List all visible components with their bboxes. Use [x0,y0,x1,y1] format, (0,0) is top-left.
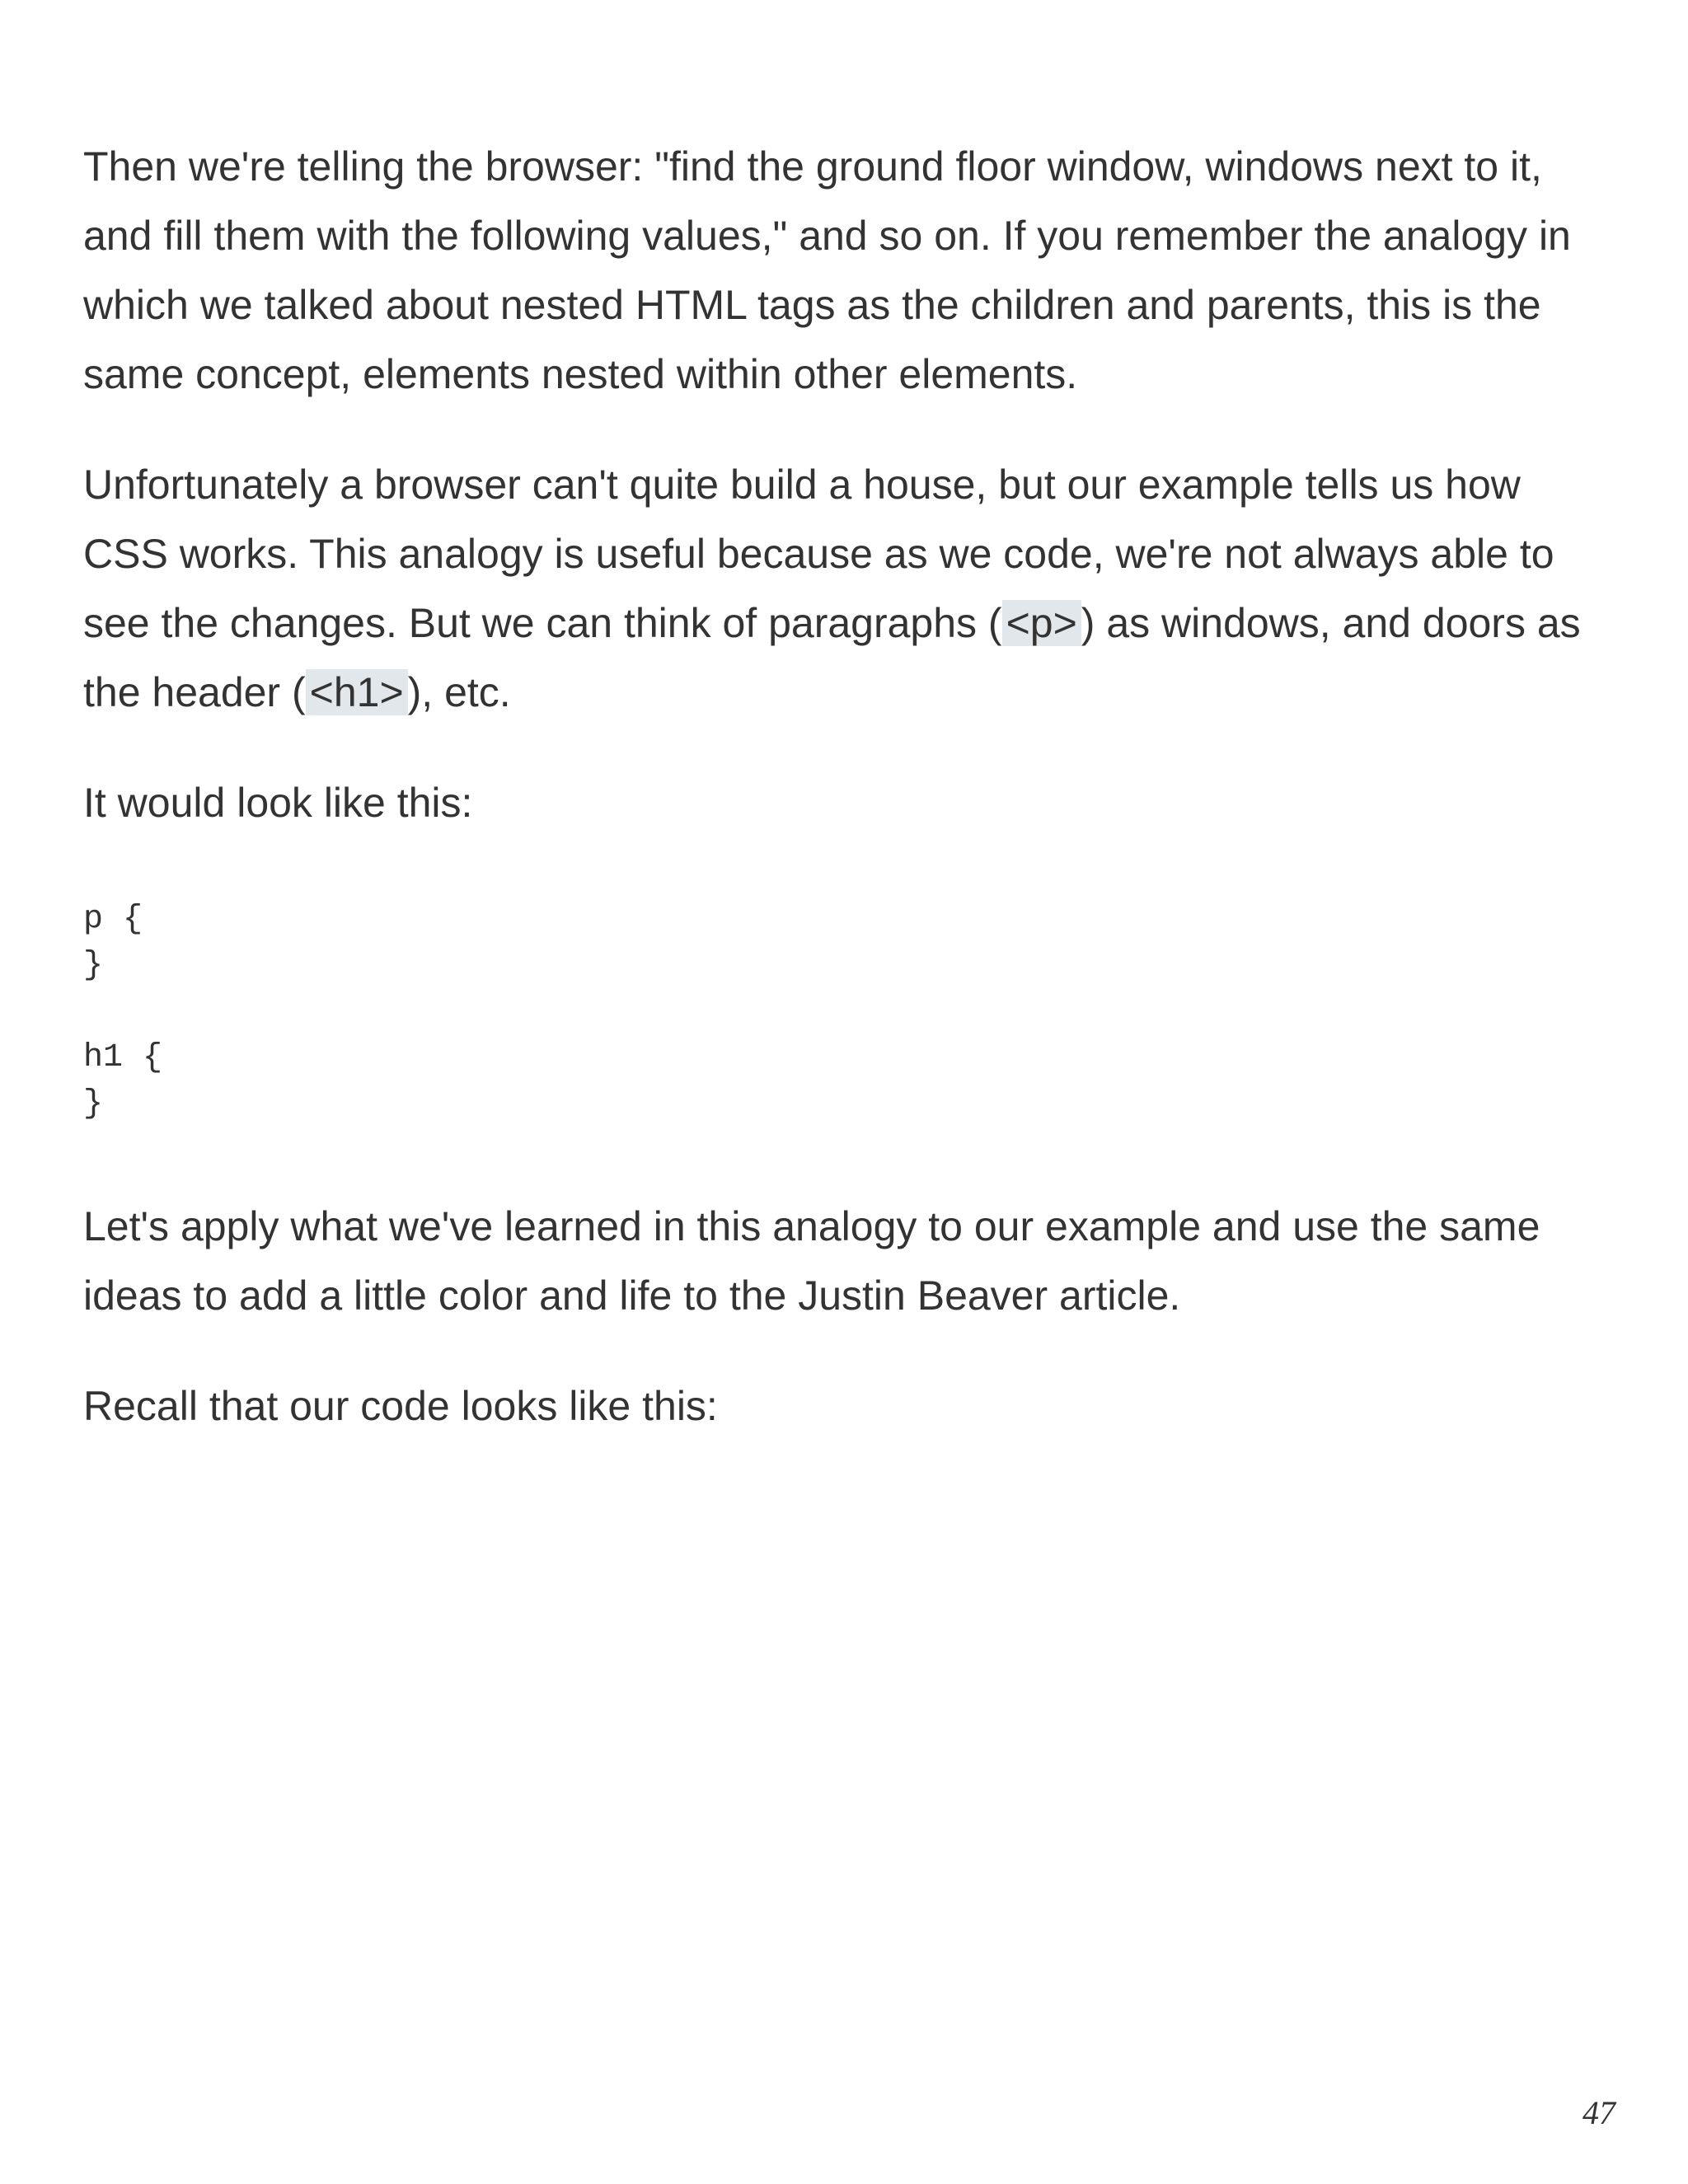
page-content [83,132,1616,1482]
inline-code-h1-tag: <h1> [306,669,408,715]
paragraph-browser-house [83,450,1616,727]
paragraph-nesting-analogy: Then we're telling the browser: "find the ground floor window, windows next to it, and fill them with the following values," and so on. If you remember the analogy in which we talked about nested HTML tags as the children and parents, this is the same concept, elements nested within other elements. [83,143,1571,397]
paragraph-look-like: It would look like this: [83,780,473,826]
paragraph-apply-analogy: Let's apply what we've learned in this analogy to our example and use the same ideas to add a little color and life to the Justin Beaver article. [83,1203,1540,1319]
paragraph-text: Unfortunately a browser can't quite build a house, but our example tells us how CSS works. This analogy is useful because as we code, we're not always able to see the changes. But we can think of paragraphs ( [83,462,1554,646]
page-number: 47 [1582,2094,1615,2131]
paragraph-text: ), etc. [407,669,511,715]
css-code-block: p { } h1 { } [83,901,163,1122]
paragraph-text: ) as windows, and doors as the header ( [83,600,1581,715]
paragraph-recall-code: Recall that our code looks like this: [83,1383,718,1429]
inline-code-p-tag: <p> [1002,600,1081,646]
